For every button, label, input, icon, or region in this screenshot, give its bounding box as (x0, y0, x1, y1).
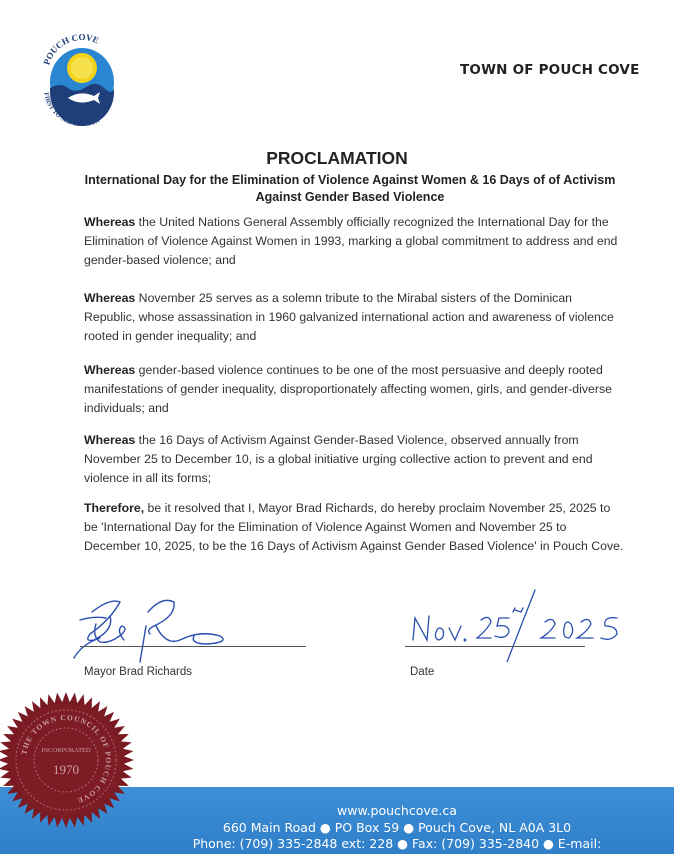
logo-text-top: POUCH COVE (41, 32, 101, 67)
whereas-paragraph (84, 361, 624, 418)
document-subtitle (80, 172, 620, 206)
paragraph-text: be it resolved that I, Mayor Brad Richards, do hereby proclaim November 25, 2025 to be 'International Day for the Elimination of Violence Against Women and November 25 to December 10, 2025, to be the 16 Days of Activism Against Gender Based Violence' in Pouch Cove. (84, 501, 624, 553)
seal-ring-text: THE TOWN COUNCIL OF POUCH COVE (19, 712, 114, 806)
paragraph-lead: Therefore, (84, 501, 145, 515)
paragraph-lead: Whereas (84, 215, 136, 229)
mayor-signature-line (80, 646, 306, 647)
date-label: Date (410, 666, 435, 678)
whereas-paragraph (84, 289, 624, 346)
whereas-paragraph (84, 431, 624, 488)
footer-address: 660 Main Road ● PO Box 59 ● Pouch Cove, NL A0A 3L0 (222, 820, 572, 835)
paragraph-text: the 16 Days of Activism Against Gender-Based Violence, observed annually from November 25 to December 10, is a global initiative urging collective action to prevent and end violence in all its forms; (84, 433, 593, 485)
town-seal (0, 690, 136, 830)
footer-website: www.pouchcove.ca (337, 803, 457, 818)
therefore-paragraph (84, 499, 624, 556)
paragraph-text: the United Nations General Assembly officially recognized the International Day for the Elimination of Violence Against Women in 1993, marking a global commitment to address and end gender-based violence; and (84, 215, 618, 267)
subtitle-line-1: International Day for the Elimination of Violence Against Women & 16 Days of of Activism (84, 173, 616, 187)
sun-icon (67, 53, 97, 83)
paragraph-lead: Whereas (84, 363, 136, 377)
seal-incorporated-text: INCORPORATED (41, 747, 91, 754)
paragraph-lead: Whereas (84, 291, 136, 305)
mayor-name-label: Mayor Brad Richards (84, 666, 193, 678)
footer-contact: Phone: (709) 335-2848 ext: 228 ● Fax: (709) 335-2840 ● E-mail: (192, 836, 602, 851)
handwritten-date (405, 582, 655, 662)
seal-year-text: 1970 (53, 762, 79, 777)
whereas-paragraph (84, 213, 624, 270)
paragraph-text: gender-based violence continues to be one of the most persuasive and deeply rooted manifestations of gender inequality, disproportionately affecting women, girls, and gender-diverse individuals; and (84, 363, 612, 415)
logo-text-bottom: FIRST TO SEE THE SUN (42, 91, 101, 126)
town-logo (34, 30, 130, 126)
subtitle-line-2: Against Gender Based Violence (255, 190, 445, 204)
paragraph-text: November 25 serves as a solemn tribute to the Mirabal sisters of the Dominican Republic, whose assassination in 1960 galvanized international action and awareness of violence rooted in gender inequality; and (84, 291, 614, 343)
document-title: PROCLAMATION (266, 148, 408, 168)
town-name: TOWN OF POUCH COVE (460, 62, 640, 78)
date-signature-line (405, 646, 585, 647)
paragraph-lead: Whereas (84, 433, 136, 447)
mayor-signature (70, 590, 270, 665)
